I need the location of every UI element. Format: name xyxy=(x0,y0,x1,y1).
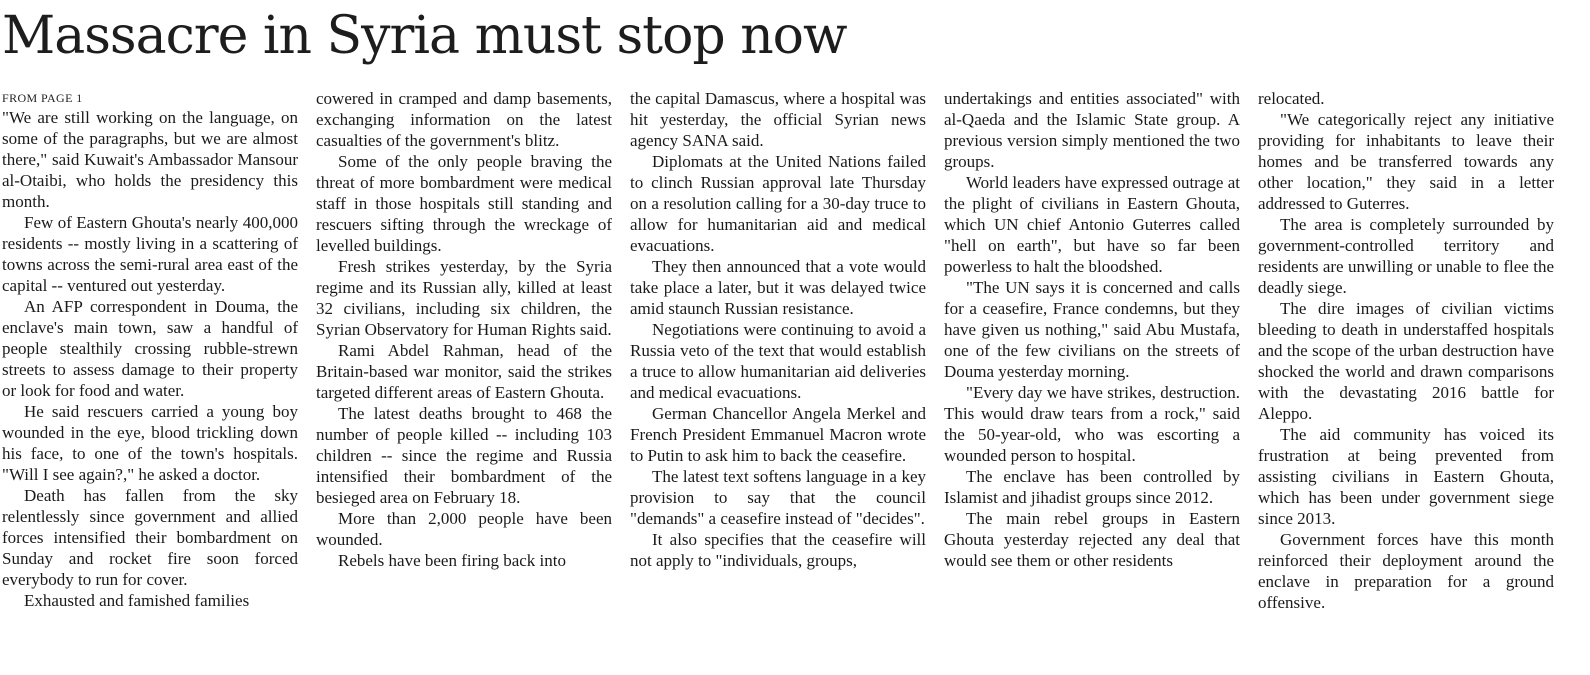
paragraph: relocated. xyxy=(1258,89,1325,108)
paragraph: Government forces have this month reinforced their deployment around the enclave in preparation for a ground offensive. xyxy=(1258,530,1554,612)
paragraph: undertakings and entities associated" with al-Qaeda and the Islamic State group. A previous version simply mentioned the two groups. xyxy=(944,89,1240,171)
paragraph: "The UN says it is concerned and calls for a ceasefire, France condemns, but they have given us nothing," said Abu Mustafa, one of the few civilians on the streets of Douma yesterday morning. xyxy=(944,278,1240,381)
paragraph: More than 2,000 people have been wounded. xyxy=(316,509,612,549)
paragraph: The main rebel groups in Eastern Ghouta yesterday rejected any deal that would see them or other residents xyxy=(944,509,1240,570)
paragraph: Rebels have been firing back into xyxy=(338,551,567,570)
paragraph: German Chancellor Angela Merkel and French President Emmanuel Macron wrote to Putin to ask him to back the ceasefire. xyxy=(630,404,926,465)
continuation-kicker: FROM PAGE 1 xyxy=(2,91,83,105)
paragraph: Few of Eastern Ghouta's nearly 400,000 residents -- mostly living in a scattering of towns across the semi-rural area east of the capital -- ventured out yesterday. xyxy=(2,213,298,295)
paragraph: Negotiations were continuing to avoid a Russia veto of the text that would establish a truce to allow humanitarian aid deliveries and medical evacuations. xyxy=(630,320,926,402)
paragraph: The enclave has been controlled by Islamist and jihadist groups since 2012. xyxy=(944,467,1240,507)
article-column-2 xyxy=(316,88,612,670)
paragraph: Rami Abdel Rahman, head of the Britain-based war monitor, said the strikes targeted different areas of Eastern Ghouta. xyxy=(316,341,612,402)
paragraph: The area is completely surrounded by government-controlled territory and residents are unwilling or unable to flee the deadly siege. xyxy=(1258,215,1554,297)
paragraph: "Every day we have strikes, destruction. This would draw tears from a rock," said the 50-year-old, who was escorting a wounded person to hospital. xyxy=(944,383,1240,465)
paragraph: Exhausted and famished families xyxy=(24,591,250,610)
paragraph: cowered in cramped and damp basements, exchanging information on the latest casualties of the government's blitz. xyxy=(316,89,612,150)
paragraph: The dire images of civilian victims bleeding to death in understaffed hospitals and the scope of the urban destruction have shocked the world and drawn comparisons with the devastating 2016 battle for Aleppo. xyxy=(1258,299,1554,423)
article-column-5 xyxy=(1258,88,1554,670)
headline: Massacre in Syria must stop now xyxy=(2,6,847,66)
paragraph: It also specifies that the ceasefire will not apply to "individuals, groups, xyxy=(630,530,926,570)
paragraph: He said rescuers carried a young boy wounded in the eye, blood trickling down his face, to one of the town's hospitals. "Will I see again?," he asked a doctor. xyxy=(2,402,298,484)
paragraph: The latest deaths brought to 468 the number of people killed -- including 103 children -- since the regime and Russia intensified their bombardment of the besieged area on February 18. xyxy=(316,404,612,507)
paragraph: The aid community has voiced its frustration at being prevented from assisting civilians in Eastern Ghouta, which has been under government siege since 2013. xyxy=(1258,425,1554,528)
paragraph: Some of the only people braving the threat of more bombardment were medical staff in those hospitals still standing and rescuers sifting through the wreckage of levelled buildings. xyxy=(316,152,612,255)
article-column-3 xyxy=(630,88,926,670)
paragraph: Diplomats at the United Nations failed to clinch Russian approval late Thursday on a resolution calling for a 30-day truce to allow for humanitarian aid and medical evacuations. xyxy=(630,152,926,255)
article-column-4 xyxy=(944,88,1240,670)
article-column-1 xyxy=(2,88,298,670)
paragraph: "We are still working on the language, on some of the paragraphs, but we are almost there," said Kuwait's Ambassador Mansour al-Otaibi, who holds the presidency this month. xyxy=(2,108,298,211)
paragraph: the capital Damascus, where a hospital was hit yesterday, the official Syrian news agency SANA said. xyxy=(630,89,926,150)
paragraph: They then announced that a vote would take place a later, but it was delayed twice amid staunch Russian resistance. xyxy=(630,257,926,318)
paragraph: Death has fallen from the sky relentlessly since government and allied forces intensified their bombardment on Sunday and rocket fire soon forced everybody to run for cover. xyxy=(2,486,298,589)
paragraph: The latest text softens language in a key provision to say that the council "demands" a ceasefire instead of "decides". xyxy=(630,467,926,528)
paragraph: An AFP correspondent in Douma, the enclave's main town, saw a handful of people stealthily crossing rubble-strewn streets to assess damage to their property or look for food and water. xyxy=(2,297,298,400)
paragraph: Fresh strikes yesterday, by the Syria regime and its Russian ally, killed at least 32 civilians, including six children, the Syrian Observatory for Human Rights said. xyxy=(316,257,612,339)
paragraph: "We categorically reject any initiative providing for inhabitants to leave their homes and be transferred towards any other location," they said in a letter addressed to Guterres. xyxy=(1258,110,1554,213)
paragraph: World leaders have expressed outrage at the plight of civilians in Eastern Ghouta, which UN chief Antonio Guterres called "hell on earth", but have so far been powerless to halt the bloodshed. xyxy=(944,173,1240,276)
